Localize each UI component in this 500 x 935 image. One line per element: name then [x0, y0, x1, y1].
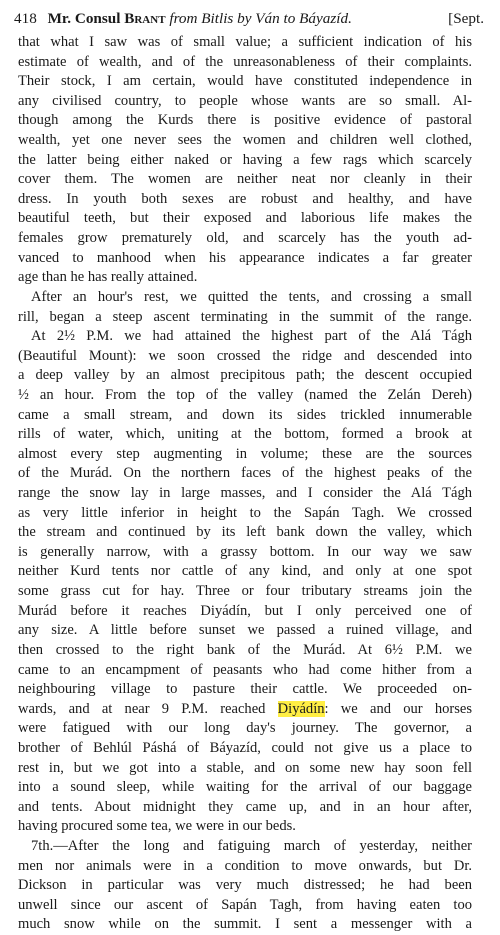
header-author — [48, 10, 166, 27]
body-text — [18, 33, 472, 935]
text-line: and tents. About midnight they came up, and in an hour after, — [18, 798, 472, 815]
text-line: wealth, yet one never sees the women and children well clothed, — [18, 132, 472, 149]
text-line: Dickson in particular was very much distressed; he had been — [18, 877, 472, 894]
text-line: After an hour's rest, we quitted the tents, and crossing a small — [31, 288, 472, 305]
text-line: beautiful teeth, but their exposed and laborious life makes the — [18, 210, 472, 227]
text-line: rest in, but we got into a stable, and on some new hay soon fell — [18, 759, 472, 776]
text-line: neither Kurd tents nor cattle of any kind, and only at one spot — [18, 563, 472, 580]
text-line: dress. In youth both sexes are robust and healthy, and have — [18, 190, 472, 207]
text-line: much snow while on the summit. I sent a messenger with a — [18, 916, 472, 933]
highlighted-word: Diyádín — [277, 700, 325, 717]
text-line: a deep valley by an almost precipitous path; the descent occupied — [18, 367, 472, 384]
text-line: any civilised country, to people whose wants are so small. Al- — [18, 92, 472, 109]
text-line: came a small stream, and down its sides trickled innumerable — [18, 406, 472, 423]
text-line: Murád before it reaches Diyádín, but I only perceived one of — [18, 602, 472, 619]
text-line: (Beautiful Mount): we soon crossed the ridge and descended into — [18, 347, 472, 364]
text-line: estimate of wealth, and of the unreasonableness of their complaints. — [18, 53, 472, 70]
header-prefix: Mr. Consul — [47, 10, 121, 27]
text-line: almost every step augmenting in volume; these are the sources — [18, 445, 472, 462]
text-line: came to an encampment of peasants who had come hither from a — [18, 661, 472, 678]
text-line: cover them. The women are neither neat nor cleanly in their — [18, 171, 472, 188]
text-line: rill, began a steep ascent terminating in the summit of the range. — [18, 308, 472, 325]
text-run: : we and our horses — [324, 700, 472, 717]
text-line-highlighted — [18, 700, 472, 720]
text-run: wards, and at near 9 P.M. reached — [18, 700, 278, 717]
page-number: 418 — [14, 10, 37, 27]
text-line: vanced to manhood when his appearance indicates a far greater — [18, 249, 472, 266]
text-line: having procured some tea, we were in our beds. — [18, 818, 296, 835]
text-line: rills of water, which, uniting at the bottom, formed a brook at — [18, 426, 472, 443]
text-line: that what I saw was of small value; a sufficient indication of his — [18, 34, 472, 50]
text-line: as very little inferior in height to the Sapán Tagh. We crossed — [18, 504, 472, 521]
text-line: then crossed to the right bank of the Murád. At 6½ P.M. we — [18, 641, 472, 658]
text-line: the latter being either naked or having a few rags which scarcely — [18, 151, 472, 168]
header-surname: Brant — [124, 10, 166, 27]
text-line: ½ an hour. From the top of the valley (named the Zelán Dereh) — [18, 386, 472, 403]
text-line: is generally narrow, with a grassy bottom. In our way we saw — [18, 543, 472, 560]
text-line: Their stock, I am certain, would have constituted independence in — [18, 73, 472, 90]
text-line: neighbouring village to pasture their cattle. We proceeded on- — [18, 681, 472, 698]
text-line: age than he has really attained. — [18, 269, 198, 286]
header-title: from Bitlis by Ván to Báyazíd. — [169, 10, 352, 27]
text-line: At 2½ P.M. we had attained the highest part of the Alá Tágh — [31, 328, 472, 345]
running-header — [14, 8, 484, 30]
text-line: of the Murád. On the northern faces of the highest peaks of the — [18, 465, 472, 482]
text-line: men nor animals were in a condition to move onwards, but Dr. — [18, 857, 472, 874]
text-line: brother of Behlúl Páshá of Báyazíd, could not give us a place to — [18, 739, 472, 756]
text-line: the stream and continued by its left bank down the valley, which — [18, 524, 472, 541]
text-line: unwell since our ascent of Sapán Tagh, from having eaten too — [18, 896, 472, 913]
text-line: females grow prematurely old, and scarcely has the youth ad- — [18, 230, 472, 247]
header-month: [Sept. — [448, 10, 484, 27]
text-line: 7th.—After the long and fatiguing march of yesterday, neither — [31, 837, 472, 854]
text-line: any size. A little before sunset we passed a ruined village, and — [18, 622, 472, 639]
text-line: range the snow lay in large masses, and I consider the Alá Tágh — [18, 485, 472, 502]
text-line: though among the Kurds there is positive evidence of pastoral — [18, 112, 472, 129]
text-line: into a sound sleep, while waiting for the arrival of our baggage — [18, 779, 472, 796]
text-line: were fatigued with our long day's journey. The governor, a — [18, 720, 472, 737]
text-line: some grass cut for hay. Three or four tributary streams join the — [18, 583, 472, 600]
